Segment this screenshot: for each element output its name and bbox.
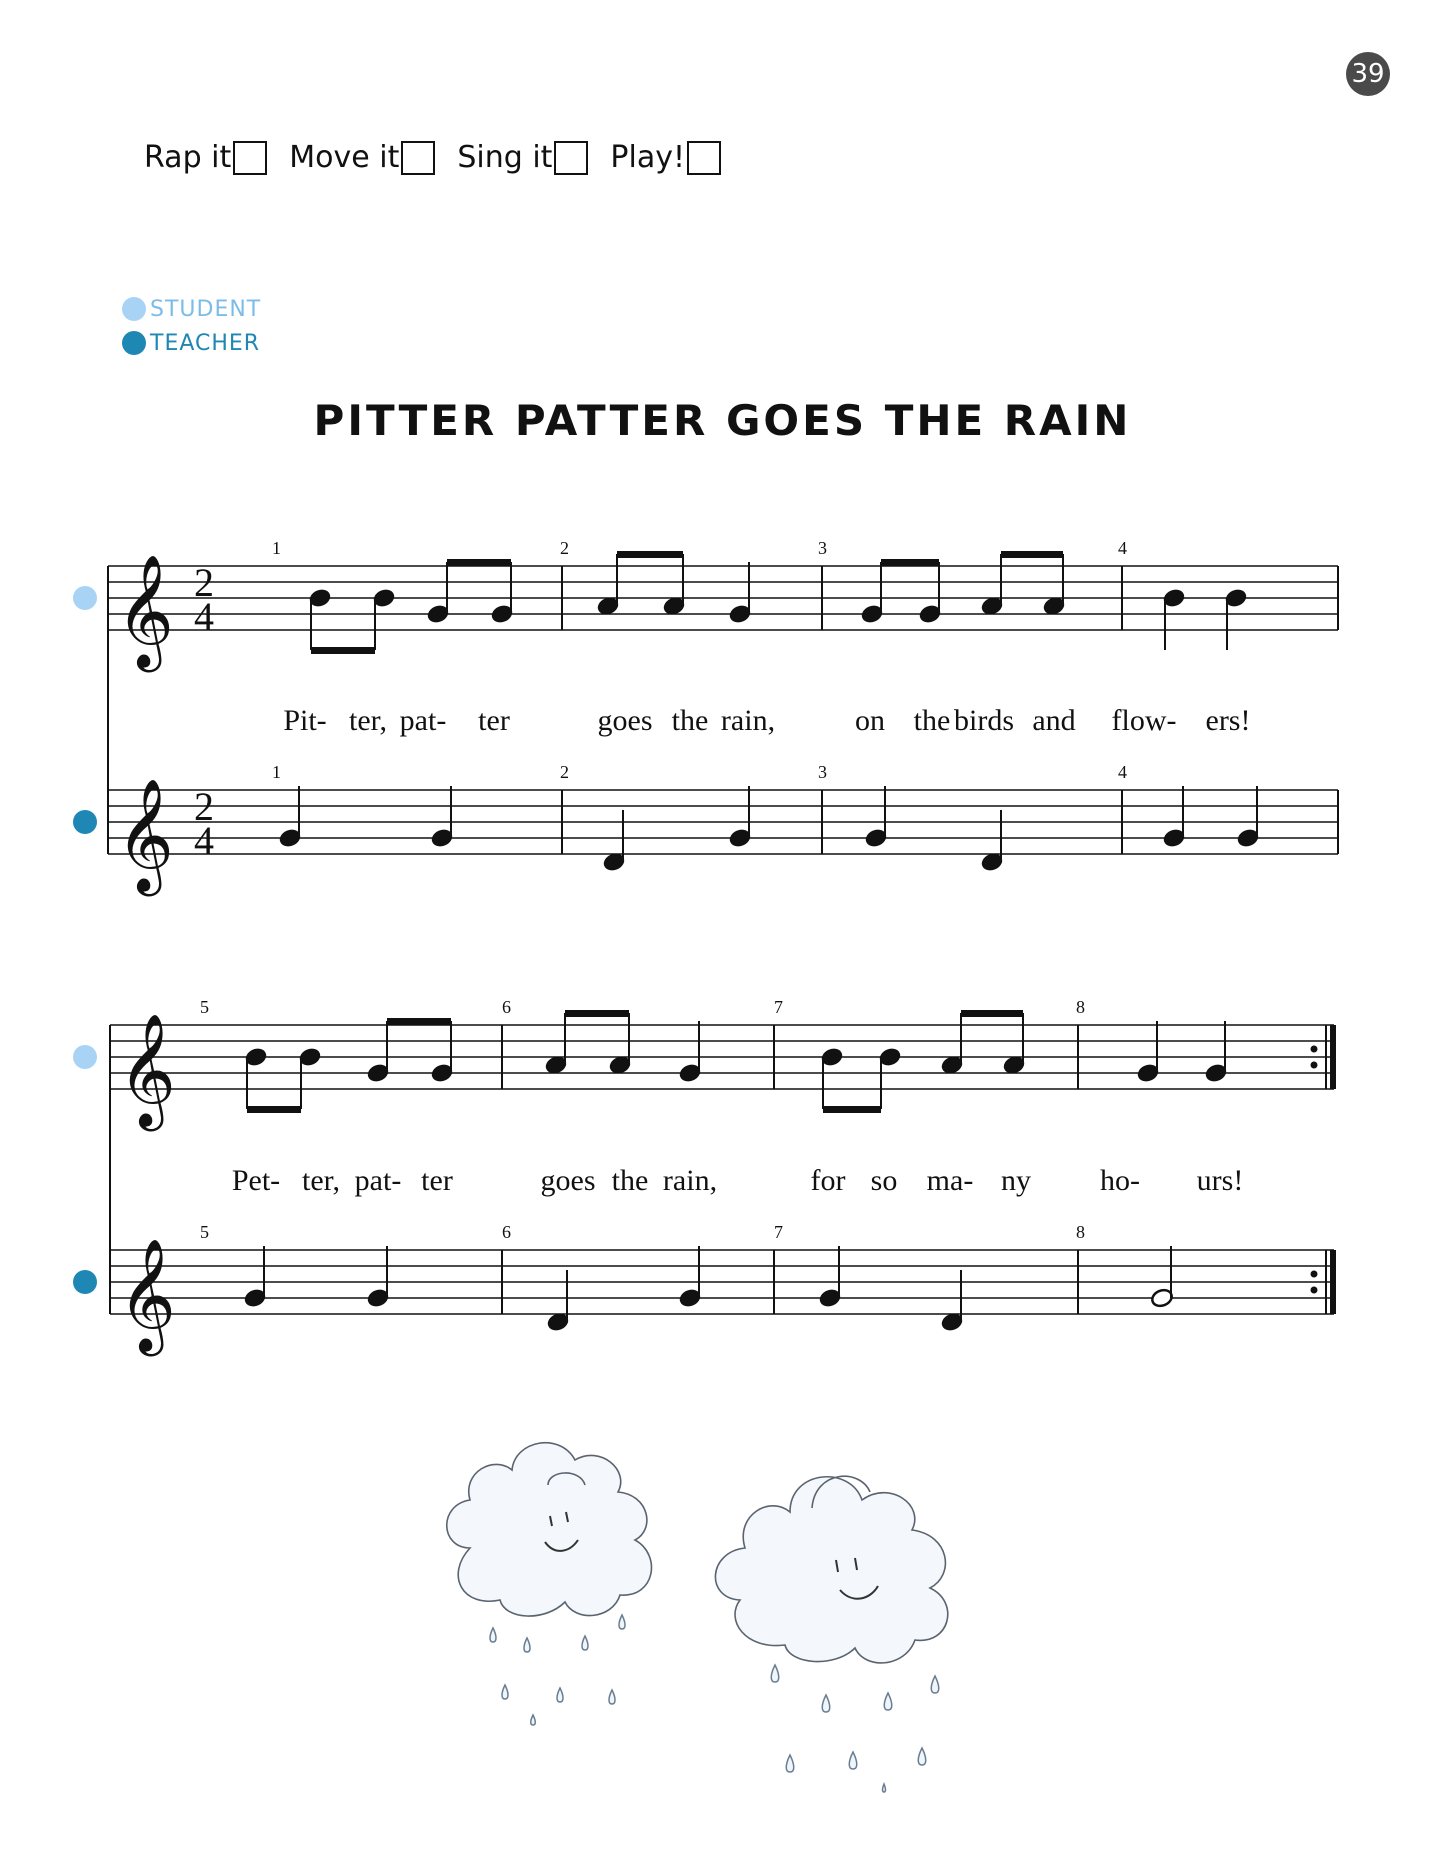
measure-number: 8 [1076,997,1085,1017]
treble-clef: 𝄞 [118,1242,176,1350]
final-barline-thick [1330,1025,1336,1089]
play-label: Play! [610,140,686,175]
sing-it-label: Sing it [457,140,553,175]
lyric-syllable: rain, [662,1164,718,1197]
measure-number: 3 [818,762,827,782]
student-beam [961,1010,1023,1017]
measure-number: 6 [502,1222,511,1242]
lyric-syllable: ny [1001,1164,1031,1197]
student-beam [387,1018,451,1025]
teacher-part-dot [73,810,97,834]
lyric-syllable: Pet- [231,1164,281,1197]
lyric-syllable: ers! [1205,704,1251,737]
measure-number: 5 [200,1222,209,1242]
lyric-syllable: Pit- [283,704,327,737]
lyric-syllable: ho- [1100,1164,1140,1197]
measure-number: 2 [560,538,569,558]
lyric-syllable: flow- [1111,704,1177,737]
page-number: 39 [1346,52,1390,96]
lyric-syllable: on [855,704,885,737]
measure-number: 4 [1118,762,1127,782]
lyric-syllable: pat- [354,1164,402,1197]
lyric-syllable: and [1032,704,1076,737]
student-beam [823,1106,881,1113]
lyric-syllable: ter, [302,1164,340,1197]
student-part-dot [73,1045,97,1069]
lyric-syllable: goes [540,1164,596,1197]
measure-number: 1 [272,762,281,782]
student-beam [1001,551,1063,558]
student-beam [565,1010,629,1017]
measure-number: 7 [774,997,783,1017]
teacher-label: TEACHER [150,330,261,356]
lyric-syllable: the [671,704,709,737]
student-beam [881,559,939,566]
student-part-dot [73,586,97,610]
treble-clef: 𝄞 [116,558,174,666]
measure-number: 5 [200,997,209,1017]
lyric-syllable: the [913,704,951,737]
student-beam [247,1106,301,1113]
measure-number: 6 [502,997,511,1017]
time-signature-bottom: 4 [194,818,214,863]
lyric-syllable: ter [478,704,510,737]
student-beam [617,551,683,558]
student-beam [311,647,375,654]
time-signature-top: 2 [194,560,214,605]
time-signature-top: 2 [194,784,214,829]
song-title: PITTER PATTER GOES THE RAIN [313,396,1132,445]
lyric-syllable: so [870,1164,898,1197]
lyric-syllable: birds [954,704,1014,737]
teacher-part-dot [73,1270,97,1294]
lyric-syllable: goes [597,704,653,737]
rap-it-label: Rap it [144,140,232,175]
measure-number: 7 [774,1222,783,1242]
repeat-dot [1311,1046,1318,1053]
treble-clef: 𝄞 [116,782,174,890]
repeat-dot [1311,1062,1318,1069]
lyric-syllable: ma- [926,1164,974,1197]
measure-number: 1 [272,538,281,558]
lyric-syllable: the [611,1164,649,1197]
repeat-dot [1311,1271,1318,1278]
repeat-dot [1311,1287,1318,1294]
measure-number: 3 [818,538,827,558]
student-label: STUDENT [150,296,262,322]
lyric-syllable: ter, [349,704,387,737]
lyric-syllable: for [810,1164,846,1197]
student-beam [447,559,511,566]
lyric-syllable: ter [421,1164,453,1197]
treble-clef: 𝄞 [118,1017,176,1125]
time-signature-bottom: 4 [194,594,214,639]
lyric-syllable: pat- [399,704,447,737]
final-barline-thick [1330,1250,1336,1314]
lyric-syllable: rain, [720,704,776,737]
measure-number: 2 [560,762,569,782]
measure-number: 4 [1118,538,1127,558]
move-it-label: Move it [289,140,400,175]
measure-number: 8 [1076,1222,1085,1242]
lyric-syllable: urs! [1196,1164,1244,1197]
